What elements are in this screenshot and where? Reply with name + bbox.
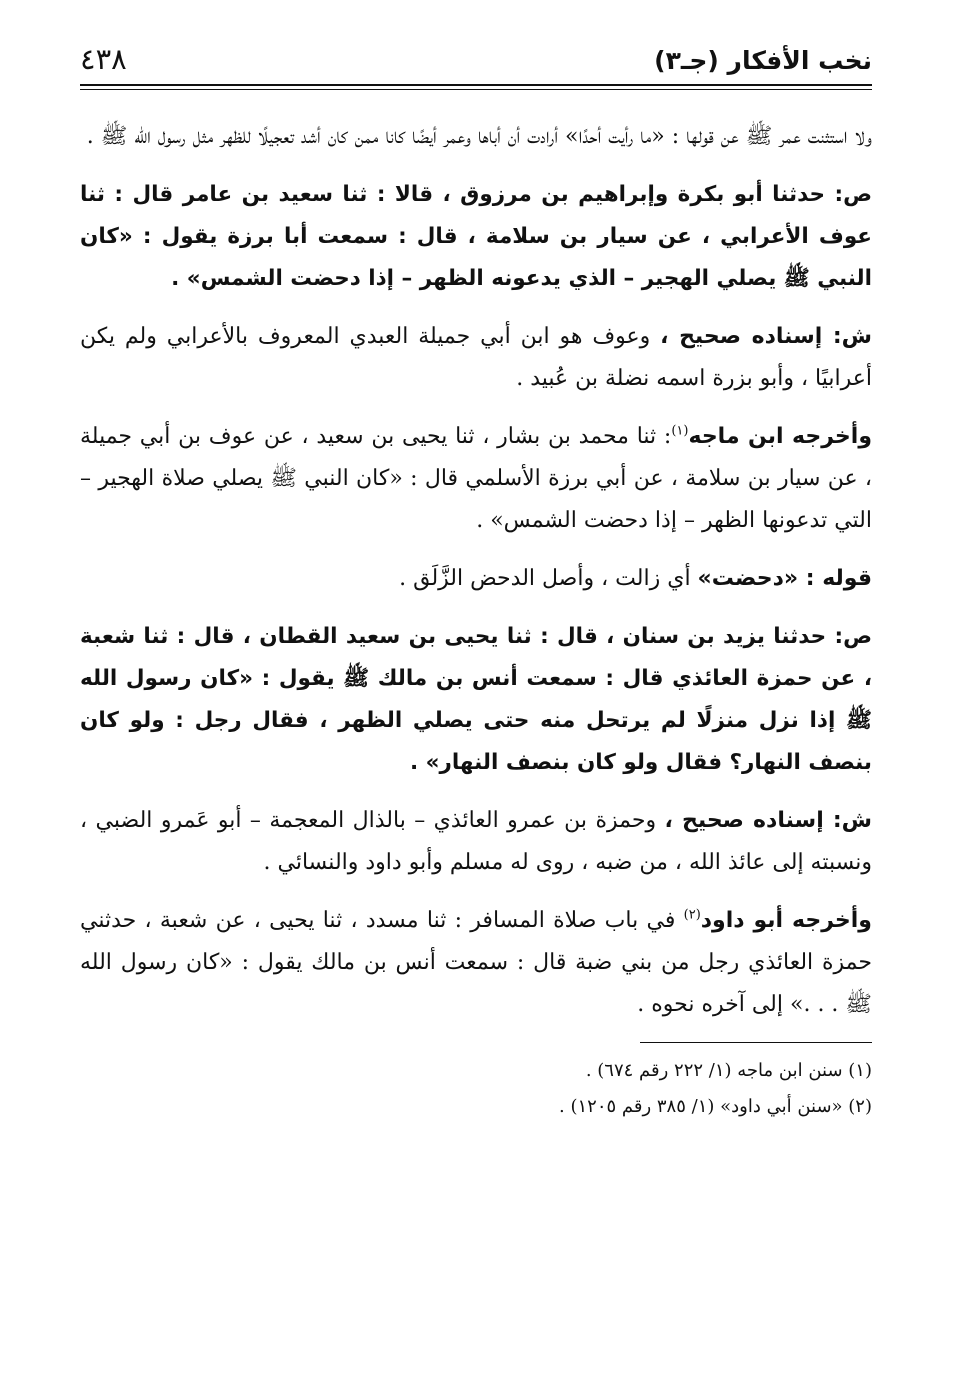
paragraph-takhrij-1 <box>80 416 872 542</box>
page-number: ٤٣٨ <box>80 42 127 76</box>
running-header <box>80 38 872 86</box>
paragraph-hadith-2: ص: حدثنا يزيد بن سنان ، قال : ثنا يحيى بن سعيد القطان ، قال : ثنا شعبة ، عن حمزة العائذي قال : سمعت أنس بن مالك ﷺ يقول : «كان رسول الله ﷺ إذا نزل منزلًا لم يرتحل منه حتى يصلي الظهر ، فقال رجل : ولو كان بنصف النهار؟ فقال ولو كان بنصف النهار» . <box>80 624 872 775</box>
footnote-1: (١) سنن ابن ماجه (١/ ٢٢٢ رقم ٦٧٤) . <box>585 1060 872 1081</box>
commentary-lead: ش: إسناده صحيح ، <box>664 808 872 833</box>
paragraph-1: ولا استثنت عمر ﷺ عن قولها : «ما رأيت أحدًا» أرادت أن أباها وعمر أيضًا كانا ممن كان أشد تعجيلًا للظهر مثل رسول الله ﷺ . <box>86 124 872 149</box>
takhrij-text: : ثنا محمد بن بشار ، ثنا يحيى بن سعيد ، عن عوف بن أبي جميلة ، عن سيار بن سلامة ، عن أبي برزة الأسلمي قال : «كان النبي ﷺ يصلي صلاة الهجير – التي تدعونها الظهر – إذا دحضت الشمس» . <box>80 424 872 533</box>
footnote-2: (٢) «سنن أبي داود» (١/ ٣٨٥ رقم ١٢٠٥) . <box>559 1096 872 1117</box>
commentary-text: وحمزة بن عمرو العائذي – بالذال المعجمة – أبو عَمرو الضبي ، ونسبته إلى عائذ الله ، من ضبه ، روى له مسلم وأبو داود والنسائي . <box>80 808 872 875</box>
paragraph-commentary-2 <box>80 800 872 884</box>
takhrij-lead: وأخرجه أبو داود <box>700 908 872 933</box>
footnote-separator <box>640 1042 872 1043</box>
takhrij-text: في باب صلاة المسافر : ثنا مسدد ، ثنا يحيى ، عن شعبة ، حدثني حمزة العائذي رجل من بني ضبة قال : سمعت أنس بن مالك يقول : «كان رسول الله ﷺ . . .» إلى آخره نحوه . <box>80 908 872 1017</box>
paragraph-hadith-1: ص: حدثنا أبو بكرة وإبراهيم بن مرزوق ، قالا : ثنا سعيد بن عامر قال : ثنا عوف الأعرابي ، عن سيار بن سلامة ، قال : سمعت أبا برزة يقول : «كان النبي ﷺ يصلي الهجير – الذي يدعونه الظهر – إذا دحضت الشمس» . <box>80 182 872 291</box>
takhrij-lead: وأخرجه ابن ماجه <box>688 424 872 449</box>
footnote-ref-2[interactable]: (٢) <box>683 907 701 923</box>
footnotes <box>80 1053 872 1125</box>
gloss-text: أي زالت ، وأصل الدحض الزَّلَق . <box>399 566 698 591</box>
commentary-lead: ش: إسناده صحيح ، <box>660 324 872 349</box>
commentary-text: وعوف هو ابن أبي جميلة العبدي المعروف بالأعرابي ولم يكن أعرابيًا ، وأبو بزرة اسمه نضلة بن عُبيد . <box>80 324 872 391</box>
paragraph-takhrij-2 <box>80 900 872 1026</box>
book-page <box>80 38 872 1125</box>
paragraph-commentary-1 <box>80 316 872 400</box>
footnote-ref-1[interactable]: (١) <box>671 423 689 439</box>
main-text <box>80 116 872 1026</box>
gloss-lead: قوله : «دحضت» <box>697 566 872 591</box>
book-title: نخب الأفكار (جـ٣) <box>654 46 872 75</box>
paragraph-gloss <box>80 558 872 600</box>
